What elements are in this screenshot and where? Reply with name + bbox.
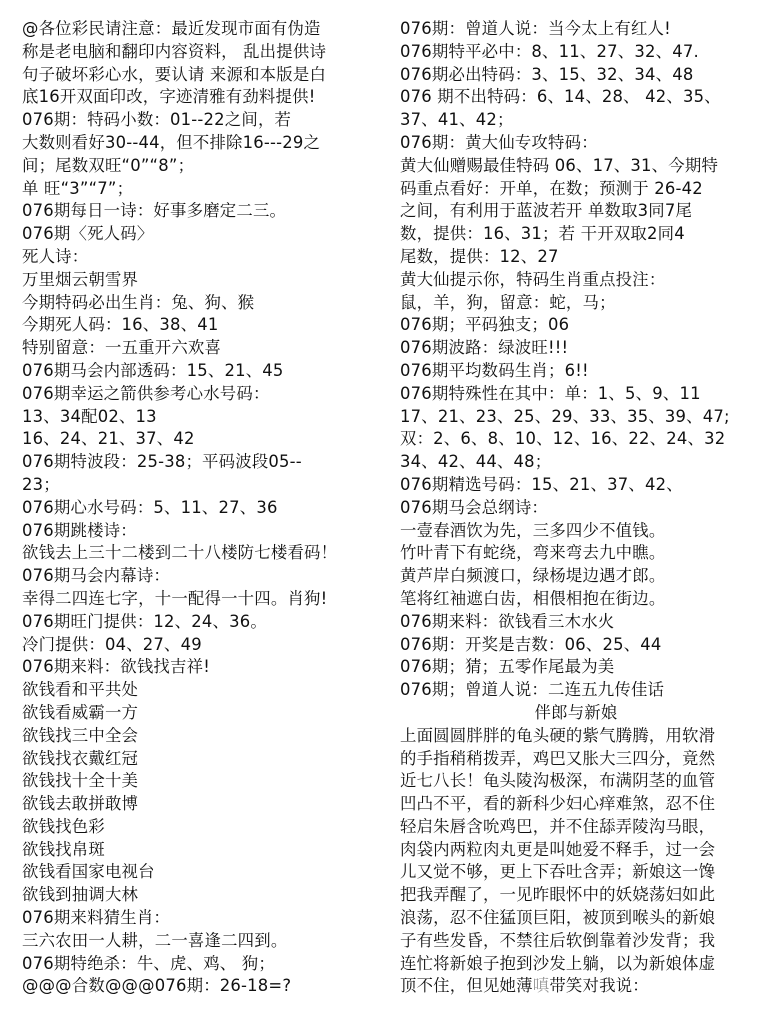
text-line: 欲钱去敢拼敢博 [22,794,139,814]
text-line: 间；尾数双旺“0”“8”； [22,155,195,175]
story-line: 凹凸不平，看的新科少妇心痒难煞，忍不住 [400,794,716,814]
text-line: 双：2、6、8、10、12、16、22、24、32 [400,429,726,449]
text-line: 076期旺门提供：12、24、36。 [22,611,267,631]
text-line: 076期：曾道人说：当今太上有红人! [400,19,671,38]
text-line: 076期每日一诗：好事多磨定二三。 [22,201,287,221]
text-line: 欲钱看国家电视台 [22,862,155,882]
text-line: 欲钱去上三十二楼到二十八楼防七楼看码！ [22,543,338,563]
text-line: 尾数，提供：12、27 [400,246,559,266]
text-line: 特别留意：一五重开六欢喜 [22,338,222,358]
text-line: 冷门提供：04、27、49 [22,634,202,654]
story-line: 儿又觉不够，更上下吞吐含弄；新娘这一馋 [400,862,716,882]
story-line: 子有些发昏，不禁往后软倒靠着沙发背；我 [400,930,716,950]
text-line: 欲钱看和平共处 [22,680,139,700]
story-line: 上面圆圆胖胖的龟头硬的紫气腾腾，用软滑 [400,725,716,745]
text-line: 欲钱找十全十美 [22,771,139,791]
text-line: 076期：特码小数：01--22之间，若 [22,110,292,130]
text-line: 076期特绝杀：牛、虎、鸡、 狗； [22,953,275,973]
text-line: 欲钱找帛斑 [22,839,105,859]
text-line: 076期马会内幕诗： [22,566,171,586]
text-line: 欲钱看威霸一方 [22,702,139,722]
text-line: 076期；曾道人说：二连五九传佳话 [400,680,665,700]
text-line: 称是老电脑和翻印内容资料， 乱出提供诗 [22,41,327,61]
text-line: 076期波路：绿波旺!!! [400,338,569,358]
text-line: 076期马会内部透码：15、21、45 [22,360,284,380]
story-text-before: 顶不住，但见她薄 [400,976,533,996]
text-line: 076期必出特码：3、15、32、34、48 [400,64,694,84]
text-line: 23； [22,474,60,494]
text-line: 076期：黄大仙专攻特码： [400,132,598,152]
text-line: 三六农田一人耕，二一喜逢二四到。 [22,930,288,950]
text-line: 鼠，羊，狗，留意：蛇，马； [400,292,616,312]
text-line: 076期来料：欲钱找吉祥! [22,657,210,677]
text-line: 笔将红袖遮白齿，相偎相抱在街边。 [400,588,666,608]
text-line: 076期心水号码：5、11、27、36 [22,497,278,517]
text-line: 076 期不出特码：6、14、28、 42、35、 [400,87,721,107]
text-line: 数，提供：16、31；若 干开双取2同4 [400,224,685,244]
story-line [400,975,752,998]
text-line: 076期来料：欲钱看三木水火 [400,611,615,631]
text-line: 076期特殊性在其中：单：1、5、9、11 [400,383,701,403]
text-line: 076期特平必中：8、11、27、32、47. [400,41,699,61]
story-line: 肉袋内两粒肉丸更是叫她爱不释手，过一会 [400,839,716,859]
text-line: 076期；猜；五零作尾最为美 [400,657,615,677]
text-line: @各位彩民请注意：最近发现市面有伪造 [22,19,321,38]
text-line: 单 旺“3”“7”； [22,178,134,198]
text-line: 欲钱找衣戴红冠 [22,748,139,768]
text-line: 076期马会总纲诗： [400,497,549,517]
story-line: 的手指稍稍拨弄，鸡巴又胀大三四分，竟然 [400,748,716,768]
text-line: 17、21、23、25、29、33、35、39、47; [400,406,730,426]
text-line: 076期：开奖是吉数：06、25、44 [400,634,662,654]
text-line: @@@合数@@@076期：26-18=? [22,976,292,996]
text-line: 码重点看好：开单，在数；预测于 26-42 [400,178,703,198]
left-column [22,18,372,998]
text-line: 死人诗： [22,246,89,266]
text-line: 万里烟云朝雪界 [22,269,139,289]
text-line: 欲钱找色彩 [22,816,105,836]
text-line: 076期平均数码生肖；6!! [400,360,589,380]
text-line: 欲钱到抽调大林 [22,885,139,905]
text-line: 今期特码必出生肖：兔、狗、猴 [22,292,255,312]
text-line: 一壹春酒饮为先，三多四少不值钱。 [400,520,666,540]
text-line: 34、42、44、48； [400,452,552,472]
story-line: 把我弄醒了，一见昨眼怀中的妖娆荡妇如此 [400,885,716,905]
text-line: 大数则看好30--44，但不排除16---29之 [22,132,321,152]
text-line: 黄芦岸白频渡口，绿杨堤边遇才郎。 [400,566,666,586]
text-line: 076期〈死人码〉 [22,224,154,244]
text-line: 句子破坏彩心水，要认请 来源和本版是白 [22,64,327,84]
story-title: 伴郎与新娘 [534,702,618,722]
text-line: 076期幸运之箭供参考心水号码： [22,383,270,403]
text-line: 竹叶青下有蛇绕，弯来弯去九中瞧。 [400,543,666,563]
text-line: 37、41、42； [400,110,514,130]
text-line: 幸得二四连七字，十一配得一十四。肖狗! [22,588,328,608]
text-line: 黄大仙提示你，特码生肖重点投注： [400,269,666,289]
story-text-faded: 嗔 [532,976,550,996]
text-line: 076期来料猜生肖： [22,908,171,928]
text-line: 076期跳楼诗： [22,520,137,540]
text-line: 今期死人码：16、38、41 [22,315,219,335]
story-text-after: 带笑对我说： [549,976,649,996]
text-line: 黄大仙赠赐最佳特码 06、17、31、今期特 [400,155,719,175]
right-column [400,18,752,998]
story-line: 轻启朱唇含吮鸡巴，并不住舔弄陵沟马眼， [400,816,716,836]
text-line: 底16开双面印改，字迹清雅有劲料提供! [22,87,316,107]
story-line: 浪荡，忍不住猛顶巨阳，被顶到喉头的新娘 [400,908,716,928]
text-line: 欲钱找三中全会 [22,725,139,745]
text-line: 076期特波段：25-38；平码波段05-- [22,452,302,472]
text-line: 076期精选号码：15、21、37、42、 [400,474,683,494]
text-line: 076期；平码独支；06 [400,315,570,335]
text-line: 之间，有利用于蓝波若开 单数取3同7尾 [400,201,693,221]
text-line: 13、34配02、13 [22,406,157,426]
story-line: 连忙将新娘子抱到沙发上躺，以为新娘体虚 [400,953,716,973]
story-line: 近七八长！龟头陵沟极深，布满阴茎的血管 [400,771,716,791]
text-line: 16、24、21、37、42 [22,429,195,449]
